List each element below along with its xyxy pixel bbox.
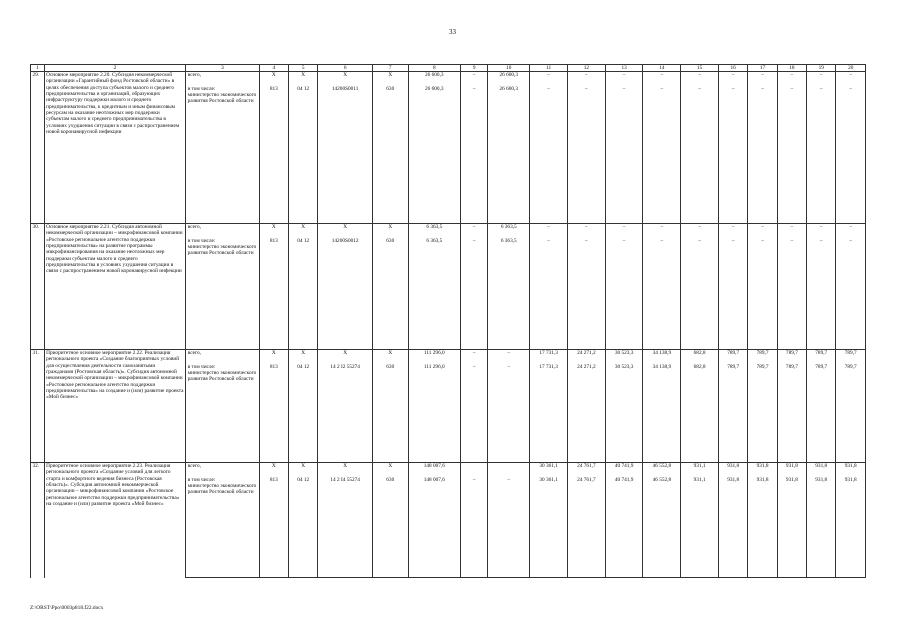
executor-label: всего, (186, 224, 259, 238)
value-cell: – (836, 224, 866, 238)
executor-label: всего, (186, 463, 259, 477)
value-cell: 40 741,9 (605, 477, 643, 578)
measure-description: Основное мероприятие 2.21. Субсидия автономной некоммерческой организации – микрофинансовой компании «Ростовское региональное агентство поддержки предпринимательства» на развитие программы микрофинансирования на оказание неотложных мер поддержки субъектам малого и среднего предпринимательства в условиях ухудшения ситуации в связи с распространением новой коронавирусной инфекции (44, 224, 186, 350)
value-cell: – (530, 86, 568, 224)
value-cell: 6 363,5 (408, 224, 460, 238)
value-cell: X (289, 72, 318, 86)
measure-description: Основное мероприятие 2.20. Субсидия некоммерческой организации «Гарантийный фонд Ростовской области» в целях обеспечения доступа субъектов малого и среднего предпринимательства и организаций, образующих инфраструктуру поддержки малого и среднего предпринимательства, к кредитным и иным финансовым ресурсам на оказание неотложных мер поддержки субъектам малого и среднего предпринимательства в условиях ухудшения ситуации в связи с распространением новой коронавирусной инфекции (44, 72, 186, 224)
value-cell: 24 761,7 (567, 477, 605, 578)
value-cell: 931,8 (718, 477, 747, 578)
value-cell: 6 363,5 (488, 238, 530, 350)
value-cell: – (748, 72, 777, 86)
value-cell: – (748, 224, 777, 238)
value-cell: 24 271,2 (567, 364, 605, 463)
table-row (31, 224, 866, 238)
value-cell: 813 (259, 477, 288, 578)
value-cell: 6 363,5 (488, 224, 530, 238)
column-number: 2 (44, 65, 186, 72)
column-number: 13 (605, 65, 643, 72)
value-cell: 682,8 (681, 364, 719, 463)
value-cell: 111 296,0 (408, 350, 460, 364)
value-cell: 30 523,3 (605, 364, 643, 463)
value-cell: 931,8 (718, 463, 747, 477)
value-cell: – (461, 350, 488, 364)
value-cell: 26 600,3 (408, 86, 460, 224)
value-cell: – (748, 238, 777, 350)
value-cell: 26 600,3 (488, 86, 530, 224)
value-cell: – (807, 86, 836, 224)
value-cell: 30 361,1 (530, 477, 568, 578)
executor-label: всего, (186, 72, 259, 86)
column-number: 18 (777, 65, 806, 72)
column-number: 6 (318, 65, 373, 72)
value-cell: X (318, 350, 373, 364)
column-number: 4 (259, 65, 288, 72)
value-cell: 630 (372, 86, 408, 224)
value-cell: – (718, 238, 747, 350)
column-number: 12 (567, 65, 605, 72)
value-cell: 931,8 (748, 463, 777, 477)
column-number: 8 (408, 65, 460, 72)
page-number: 33 (449, 28, 456, 36)
value-cell: – (567, 72, 605, 86)
value-cell: 813 (259, 86, 288, 224)
value-cell: – (461, 238, 488, 350)
value-cell: – (836, 238, 866, 350)
table-row (31, 72, 866, 86)
value-cell: X (372, 463, 408, 477)
value-cell: – (748, 86, 777, 224)
value-cell: – (643, 238, 681, 350)
value-cell: X (372, 350, 408, 364)
value-cell: 30 523,3 (605, 350, 643, 364)
value-cell: X (259, 224, 288, 238)
value-cell: – (836, 86, 866, 224)
row-number: 31. (31, 350, 45, 463)
value-cell: X (289, 224, 318, 238)
column-number-row (31, 65, 866, 72)
value-cell: 26 600,3 (408, 72, 460, 86)
value-cell: 931,8 (807, 477, 836, 578)
value-cell: – (488, 477, 530, 578)
value-cell: – (567, 86, 605, 224)
value-cell: – (807, 238, 836, 350)
value-cell: X (259, 463, 288, 477)
column-number: 14 (643, 65, 681, 72)
value-cell: 931,8 (836, 477, 866, 578)
value-cell: X (372, 224, 408, 238)
value-cell: – (605, 86, 643, 224)
value-cell: 46 552,8 (643, 477, 681, 578)
value-cell: – (718, 86, 747, 224)
value-cell: X (318, 463, 373, 477)
value-cell: – (530, 224, 568, 238)
value-cell: 148 007,6 (408, 463, 460, 477)
value-cell: – (643, 86, 681, 224)
value-cell: 148 007,6 (408, 477, 460, 578)
measure-description: Приоритетное основное мероприятие 2.23. Реализация регионального проекта «Создание условий для легкого старта и комфортного ведения бизнеса (Ростовская область)». Субсидия автономной некоммерческой организации – микрофинансовой компании «Ростовское региональное агентство поддержки предпринимательства» на создание и (или) развитие проекта «Мой бизнес» (44, 463, 186, 578)
executor-name: в том числе: министерство экономического развития Ростовской области (186, 238, 259, 350)
value-cell: X (318, 224, 373, 238)
value-cell: 34 138,9 (643, 350, 681, 364)
value-cell: – (567, 224, 605, 238)
value-cell: 813 (259, 364, 288, 463)
value-cell: 931,8 (836, 463, 866, 477)
value-cell: 14 2 I4 55274 (318, 477, 373, 578)
value-cell: 17 731,3 (530, 350, 568, 364)
value-cell: – (461, 364, 488, 463)
value-cell: – (777, 72, 806, 86)
executor-name: в том числе: министерство экономического развития Ростовской области (186, 477, 259, 578)
value-cell: 789,7 (836, 364, 866, 463)
value-cell (461, 463, 488, 477)
value-cell: 931,8 (777, 463, 806, 477)
value-cell: 30 361,1 (530, 463, 568, 477)
value-cell: – (777, 238, 806, 350)
value-cell: – (605, 224, 643, 238)
value-cell: – (718, 72, 747, 86)
measure-description: Приоритетное основное мероприятие 2.22. Реализация регионального проекта «Создание благоприятных условий для осуществления деятельности самозанятыми гражданами (Ростовская область)». Субсидия автономной некоммерческой организации – микрофинансовой компании «Ростовское региональное агентство поддержки предпринимательства» на создание и (или) развитие проекта «Мой бизнес» (44, 350, 186, 463)
column-number: 17 (748, 65, 777, 72)
value-cell: – (461, 224, 488, 238)
value-cell: 26 600,3 (488, 72, 530, 86)
value-cell: X (289, 350, 318, 364)
column-number: 7 (372, 65, 408, 72)
value-cell: 789,7 (807, 364, 836, 463)
value-cell: 789,7 (777, 350, 806, 364)
table-row (31, 463, 866, 477)
value-cell: 46 552,8 (643, 463, 681, 477)
column-number: 20 (836, 65, 866, 72)
executor-label: всего, (186, 350, 259, 364)
value-cell: 789,7 (718, 364, 747, 463)
value-cell: 789,7 (748, 350, 777, 364)
value-cell: – (807, 72, 836, 86)
value-cell: 630 (372, 364, 408, 463)
value-cell: – (643, 224, 681, 238)
value-cell: 04 12 (289, 477, 318, 578)
value-cell: 24 271,2 (567, 350, 605, 364)
value-cell: 931,1 (681, 463, 719, 477)
executor-name: в том числе: министерство экономического развития Ростовской области (186, 364, 259, 463)
value-cell: – (605, 72, 643, 86)
value-cell: X (259, 72, 288, 86)
value-cell: 931,8 (807, 463, 836, 477)
column-number: 5 (289, 65, 318, 72)
value-cell: – (461, 86, 488, 224)
value-cell: – (681, 72, 719, 86)
value-cell: – (461, 477, 488, 578)
value-cell: 24 761,7 (567, 463, 605, 477)
column-number: 10 (488, 65, 530, 72)
executor-name: в том числе: министерство экономического развития Ростовской области (186, 86, 259, 224)
value-cell: 630 (372, 238, 408, 350)
value-cell: 34 138,9 (643, 364, 681, 463)
value-cell: 14 2 I2 55274 (318, 364, 373, 463)
value-cell: 04 12 (289, 238, 318, 350)
value-cell: 630 (372, 477, 408, 578)
value-cell: – (567, 238, 605, 350)
value-cell: X (372, 72, 408, 86)
value-cell: 111 296,0 (408, 364, 460, 463)
column-number: 16 (718, 65, 747, 72)
value-cell: – (718, 224, 747, 238)
value-cell: 931,8 (748, 477, 777, 578)
value-cell: 931,8 (777, 477, 806, 578)
budget-table (30, 64, 866, 578)
value-cell: 789,7 (836, 350, 866, 364)
value-cell: – (807, 224, 836, 238)
value-cell: 6 363,5 (408, 238, 460, 350)
column-number: 9 (461, 65, 488, 72)
value-cell: – (681, 238, 719, 350)
value-cell: – (488, 364, 530, 463)
value-cell: – (530, 238, 568, 350)
value-cell: 40 741,9 (605, 463, 643, 477)
value-cell: – (461, 72, 488, 86)
value-cell: – (488, 350, 530, 364)
value-cell: 14200S0012 (318, 238, 373, 350)
value-cell: – (777, 224, 806, 238)
value-cell: 789,7 (748, 364, 777, 463)
value-cell: 789,7 (718, 350, 747, 364)
row-number: 30. (31, 224, 45, 350)
table-row (31, 350, 866, 364)
value-cell: – (681, 86, 719, 224)
value-cell: – (530, 72, 568, 86)
value-cell: 14200S0011 (318, 86, 373, 224)
value-cell (488, 463, 530, 477)
value-cell: – (681, 224, 719, 238)
value-cell: 789,7 (777, 364, 806, 463)
value-cell: X (289, 463, 318, 477)
value-cell: 813 (259, 238, 288, 350)
value-cell: X (259, 350, 288, 364)
column-number: 19 (807, 65, 836, 72)
value-cell: – (605, 238, 643, 350)
column-number: 15 (681, 65, 719, 72)
row-number: 29. (31, 72, 45, 224)
value-cell: – (777, 86, 806, 224)
value-cell: 04 12 (289, 86, 318, 224)
value-cell: 682,8 (681, 350, 719, 364)
value-cell: 931,1 (681, 477, 719, 578)
column-number: 3 (186, 65, 259, 72)
column-number: 11 (530, 65, 568, 72)
row-number: 32. (31, 463, 45, 578)
value-cell: 04 12 (289, 364, 318, 463)
value-cell: – (643, 72, 681, 86)
value-cell: 17 731,3 (530, 364, 568, 463)
value-cell: – (836, 72, 866, 86)
column-number: 1 (31, 65, 45, 72)
value-cell: 789,7 (807, 350, 836, 364)
value-cell: X (318, 72, 373, 86)
file-path: Z:\ORST\Ppo\0003p818.f22.docx (30, 605, 104, 611)
